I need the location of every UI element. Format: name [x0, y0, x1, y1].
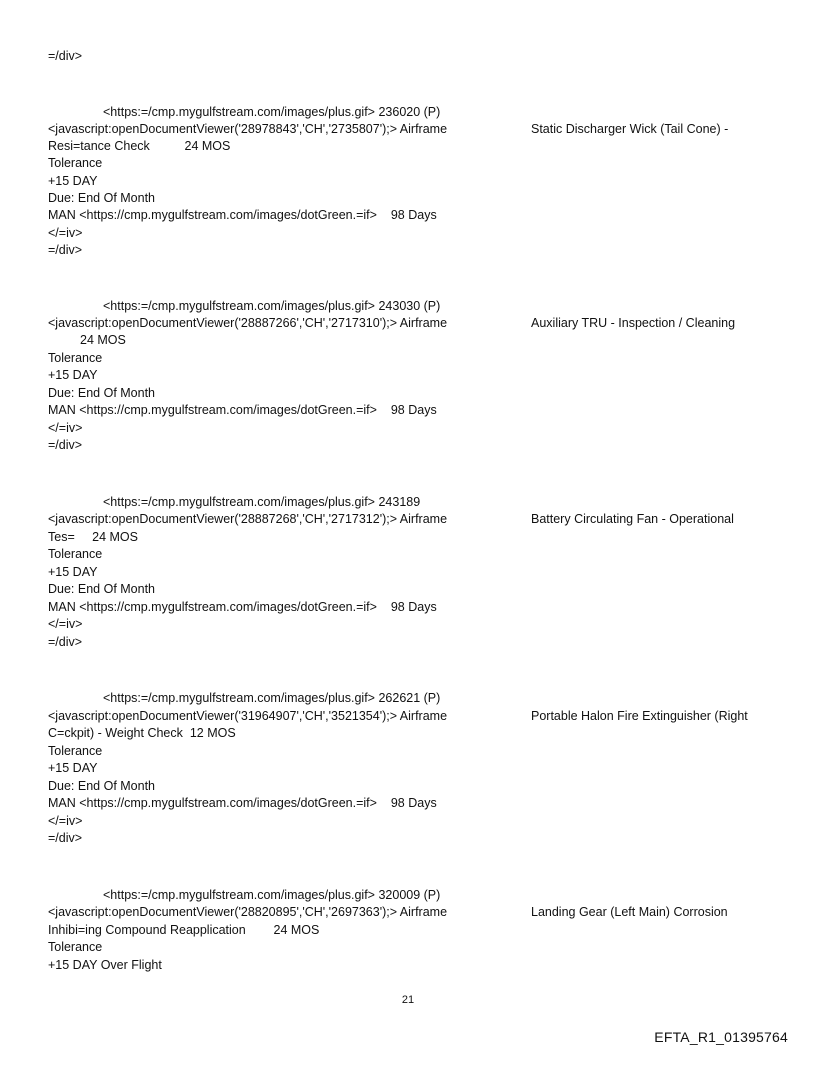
plus-gif-link[interactable]: <https:=/cmp.mygulfstream.com/images/plus.gif> 262621 (P) — [103, 691, 441, 705]
tolerance-label: Tolerance — [48, 156, 103, 170]
document-viewer-link[interactable]: <javascript:openDocumentViewer('28887266','CH','2717310');> Airframe — [48, 316, 448, 330]
tolerance-value: +15 DAY — [48, 565, 98, 579]
document-id: EFTA_R1_01395764 — [654, 1029, 788, 1045]
tolerance-label: Tolerance — [48, 547, 103, 561]
task-description: Inhibi=ing Compound Reapplication 24 MOS — [48, 923, 320, 937]
task-title: Static Discharger Wick (Tail Cone) - — [531, 122, 729, 136]
due-text: Due: End Of Month — [48, 386, 156, 400]
task-title: Auxiliary TRU - Inspection / Cleaning — [531, 316, 736, 330]
man-status-line: MAN <https://cmp.mygulfstream.com/images/dotGreen.=if> 98 Days — [48, 208, 437, 222]
close-iv: </=iv> — [48, 814, 83, 828]
task-title: Battery Circulating Fan - Operational — [531, 512, 734, 526]
close-iv: </=iv> — [48, 617, 83, 631]
task-description: 24 MOS — [80, 333, 126, 347]
top-close-div: =/div> — [48, 49, 83, 63]
close-div: =/div> — [48, 831, 83, 845]
tolerance-value: +15 DAY — [48, 761, 98, 775]
close-div: =/div> — [48, 438, 83, 452]
document-viewer-link[interactable]: <javascript:openDocumentViewer('31964907','CH','3521354');> Airframe — [48, 709, 448, 723]
due-text: Due: End Of Month — [48, 779, 156, 793]
tolerance-value: +15 DAY — [48, 174, 98, 188]
plus-gif-link[interactable]: <https:=/cmp.mygulfstream.com/images/plus.gif> 320009 (P) — [103, 888, 441, 902]
man-status-line: MAN <https://cmp.mygulfstream.com/images/dotGreen.=if> 98 Days — [48, 403, 437, 417]
close-iv: </=iv> — [48, 226, 83, 240]
task-description: C=ckpit) - Weight Check 12 MOS — [48, 726, 236, 740]
close-div: =/div> — [48, 635, 83, 649]
due-text: Due: End Of Month — [48, 582, 156, 596]
close-iv: </=iv> — [48, 421, 83, 435]
plus-gif-link[interactable]: <https:=/cmp.mygulfstream.com/images/plus.gif> 236020 (P) — [103, 105, 441, 119]
tolerance-label: Tolerance — [48, 940, 103, 954]
tolerance-value: +15 DAY — [48, 368, 98, 382]
tolerance-label: Tolerance — [48, 744, 103, 758]
task-description: Resi=tance Check 24 MOS — [48, 139, 231, 153]
close-div: =/div> — [48, 243, 83, 257]
tolerance-label: Tolerance — [48, 351, 103, 365]
document-viewer-link[interactable]: <javascript:openDocumentViewer('28978843','CH','2735807');> Airframe — [48, 122, 448, 136]
task-title: Landing Gear (Left Main) Corrosion — [531, 905, 728, 919]
due-text: Due: End Of Month — [48, 191, 156, 205]
plus-gif-link[interactable]: <https:=/cmp.mygulfstream.com/images/plus.gif> 243189 — [103, 495, 421, 509]
task-title: Portable Halon Fire Extinguisher (Right — [531, 709, 748, 723]
tolerance-value: +15 DAY Over Flight — [48, 958, 162, 972]
plus-gif-link[interactable]: <https:=/cmp.mygulfstream.com/images/plus.gif> 243030 (P) — [103, 299, 441, 313]
man-status-line: MAN <https://cmp.mygulfstream.com/images/dotGreen.=if> 98 Days — [48, 600, 437, 614]
document-viewer-link[interactable]: <javascript:openDocumentViewer('28820895','CH','2697363');> Airframe — [48, 905, 448, 919]
page-number: 21 — [401, 994, 415, 1006]
document-viewer-link[interactable]: <javascript:openDocumentViewer('28887268','CH','2717312');> Airframe — [48, 512, 448, 526]
man-status-line: MAN <https://cmp.mygulfstream.com/images/dotGreen.=if> 98 Days — [48, 796, 437, 810]
task-description: Tes= 24 MOS — [48, 530, 138, 544]
